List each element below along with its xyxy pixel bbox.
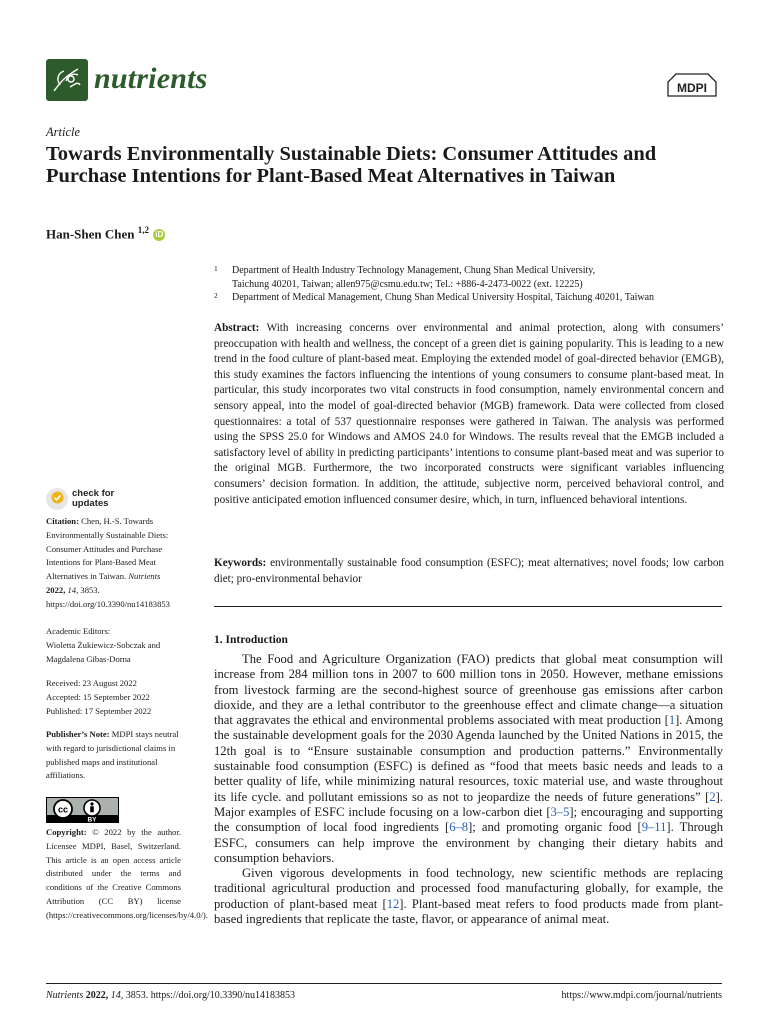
paragraph-1: The Food and Agriculture Organization (FAO) predicts that global meat consumption will increase from 284 million tons in 2007 to 600 million tons in 2050. However, methane emissions from livestock farming are the second-highest source of greenhouse gas emissions after carbon dioxide, and they are a lethal contributor to the greenhouse effect and climate change—a situation that aggravates the ethical and environmental problems associated with meat production [1]. Among the sustainable development goals for the 2030 Agenda launched by the United Nations in 2015, the 12th goal is to “Ensure sustainable consumption and production patterns.” Environmentally sustainable food consumption (ESFC) is defined as “food that meets basic needs and leads to a better quality of life, while minimizing natural resources, toxic material use, and waste throughout its life cycle. and pollutant emissions so as not to jeopardize the needs of future generations” [2]. Major examples of ESFC include focusing on a low-carbon diet [3–5]; encouraging and supporting the consumption of local food ingredients [6–8]; and promoting organic food [9–11]. Through ESFC, consumers can help improve the environment by changing their dietary habits and consumption behaviors. xyxy=(214,652,723,865)
citation-link[interactable]: 2 xyxy=(709,789,716,804)
footer-divider xyxy=(46,983,722,984)
cc-badge-text: BY xyxy=(87,816,97,823)
citation-link[interactable]: 6–8 xyxy=(449,820,469,835)
citation-link[interactable]: 9–11 xyxy=(641,820,667,835)
footer-journal-url[interactable]: https://www.mdpi.com/journal/nutrients xyxy=(561,990,722,1001)
author-line xyxy=(46,225,165,242)
cc-by-license-icon[interactable] xyxy=(46,797,119,823)
orcid-icon[interactable]: iD xyxy=(155,230,164,240)
footer-citation: Nutrients 2022, 14, 3853. https://doi.org/10.3390/nu14183853 xyxy=(46,990,296,1001)
mdpi-logo-text: MDPI xyxy=(677,81,707,95)
keywords-label: Keywords: xyxy=(214,557,267,569)
journal-name: nutrients xyxy=(94,62,208,95)
abstract xyxy=(214,321,724,508)
accepted-date: Accepted: 15 September 2022 xyxy=(46,691,150,702)
article-type: Article xyxy=(46,125,81,139)
paragraph-2: Given vigorous developments in food technology, new scientific methods are replacing traditional agricultural production and processed food manufacturing globally, for example, the production of plant-based meat [12]. Plant-based meat refers to food products made from plant-based ingredients that replicate the taste, flavor, or appearance of animal meat. xyxy=(214,866,723,927)
affiliations xyxy=(214,264,724,305)
keywords-text: environmentally sustainable food consumption (ESFC); meat alternatives; novel foods; low carbon diet; pro-environmental behavior xyxy=(214,557,725,585)
citation-link[interactable]: 1 xyxy=(668,713,676,728)
publication-dates xyxy=(46,677,181,718)
check-for-updates-button[interactable]: check for updates xyxy=(46,487,176,513)
section-divider xyxy=(214,606,722,607)
author-name[interactable]: Han-Shen Chen xyxy=(46,226,135,242)
received-date: Received: 23 August 2022 xyxy=(46,678,137,688)
abstract-label: Abstract: xyxy=(214,322,260,334)
checkmark-icon xyxy=(51,491,64,504)
abstract-text: With increasing concerns over environmental and animal protection, along with consumers’ preoccupation with health and wellness, the concept of a green diet is gaining popularity. This is leading to a new trend in the food culture of plant-based meat. Employing the extended model of goal-directed behavior (EMGB), this study examines the factors influencing the intentions of young consumers to consume plant-based meat. In particular, this study incorporates two vital constructs in food consumption, namely environmental concern and sensory appeal, into the model of goal-directed behavior (MGB) framework. Data were collected from closed questionnaires: a total of 537 questionnaire responses were gathered in Taiwan. The analysis was performed using the SPSS 25.0 for Windows and AMOS 24.0 for Windows. The results reveal that the EMGB included a satisfactory level of ability in predicting participants’ intentions to consume plant-based meat and was superior to the original MGB. Furthermore, the two incorporated constructs were significant variables influencing consumers’ decision formation. In addition, the attitude, subjective norm, perceived behavioral control, and positive anticipated emotion influenced consumer desire, which, in turn, influenced behavioral intentions. xyxy=(214,322,724,506)
article-title: Towards Environmentally Sustainable Diets: Consumer Attitudes and Purchase Intentions for Plant-Based Meat Alternatives in Taiwan xyxy=(46,143,657,187)
author-affiliation-sup: 1,2 xyxy=(137,225,149,235)
publisher-note: Publisher’s Note: MDPI stays neutral with regard to jurisdictional claims in published maps and institutional affiliations. xyxy=(46,729,179,781)
affiliation-1: 1 Department of Health Industry Technology Management, Chung Shan Medical University, Taichung 40201, Taiwan; allen975@csmu.edu.tw; Tel.: +886-4-2473-0022 (ext. 12225) xyxy=(214,264,596,290)
citation-link[interactable]: 12 xyxy=(386,896,400,911)
published-date: Published: 17 September 2022 xyxy=(46,705,152,716)
citation-doi-link[interactable]: 3853. https://doi.org/10.3390/nu14183853 xyxy=(46,584,170,609)
citation-link[interactable]: 3–5 xyxy=(550,804,570,819)
copyright-block: Copyright: © 2022 by the author. Licensee MDPI, Basel, Switzerland. This article is an open access article distributed under the terms and conditions of the Creative Commons Attribution (CC BY) license (https://creativecommons.org/licenses/by/4.0/). xyxy=(46,827,208,920)
svg-text:cc: cc xyxy=(57,804,69,815)
mdpi-logo[interactable] xyxy=(666,72,718,98)
section-heading: 1. Introduction xyxy=(214,634,288,646)
affiliation-2: 2 Department of Medical Management, Chung Shan Medical University Hospital, Taichung 40201, Taiwan xyxy=(214,291,655,303)
citation-block: Citation: Chen, H.-S. Towards Environmentally Sustainable Diets: Consumer Attitudes and Purchase Intentions for Plant-Based Meat Alternatives in Taiwan. Nutrients 2022, 14, 3853. https://doi.org/10.3390/nu14183853 xyxy=(46,516,170,609)
keywords xyxy=(214,556,724,587)
journal-logo-icon xyxy=(46,59,88,101)
footer-doi-link[interactable]: 3853. https://doi.org/10.3390/nu14183853 xyxy=(125,990,296,1001)
academic-editors: Academic Editors: Wioletta Żukiewicz-Sobczak and Magdalena Gibas-Dorna xyxy=(46,626,161,664)
body-text xyxy=(214,652,723,927)
